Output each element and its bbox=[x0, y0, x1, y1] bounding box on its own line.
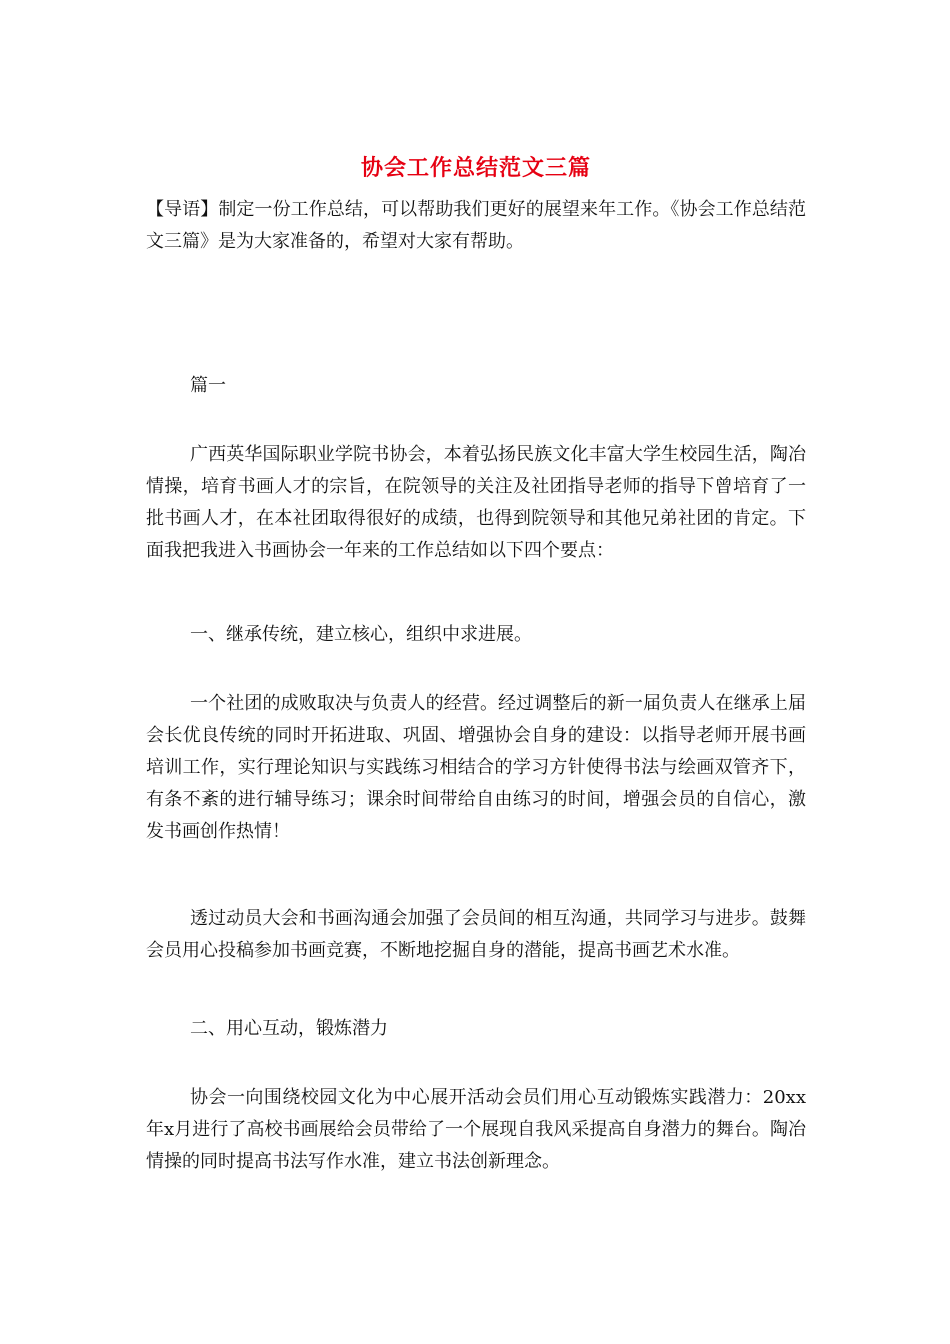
body-paragraph-1: 广西英华国际职业学院书协会，本着弘扬民族文化丰富大学生校园生活，陶冶情操，培育书画人才的宗旨，在院领导的关注及社团指导老师的指导下曾培育了一批书画人才，在本社团取得很好的成绩，也得到院领导和其他兄弟社团的肯定。下面我把我进入书画协会一年来的工作总结如以下四个要点： bbox=[146, 444, 806, 561]
intro-paragraph: 【导语】制定一份工作总结，可以帮助我们更好的展望来年工作。《协会工作总结范文三篇》是为大家准备的，希望对大家有帮助。 bbox=[146, 199, 806, 252]
document-title: 协会工作总结范文三篇 bbox=[360, 155, 591, 181]
body-paragraph-4: 协会一向围绕校园文化为中心展开活动会员们用心互动锻炼实践潜力：20xx年x月进行了高校书画展给会员带给了一个展现自我风采提高自身潜力的舞台。陶冶情操的同时提高书法写作水准，建立书法创新理念。 bbox=[146, 1087, 806, 1172]
body-paragraph-3: 透过动员大会和书画沟通会加强了会员间的相互沟通，共同学习与进步。鼓舞会员用心投稿参加书画竞赛，不断地挖掘自身的潜能，提高书画艺术水准。 bbox=[146, 908, 806, 961]
section-heading: 篇一 bbox=[190, 375, 226, 396]
subheading-1: 一、继承传统，建立核心，组织中求进展。 bbox=[190, 624, 532, 645]
subheading-2: 二、用心互动，锻炼潜力 bbox=[190, 1018, 388, 1039]
body-paragraph-2: 一个社团的成败取决与负责人的经营。经过调整后的新一届负责人在继承上届会长优良传统的同时开拓进取、巩固、增强协会自身的建设：以指导老师开展书画培训工作，实行理论知识与实践练习相结合的学习方针使得书法与绘画双管齐下，有条不紊的进行辅导练习；课余时间带给自由练习的时间，增强会员的自信心，激发书画创作热情！ bbox=[146, 693, 806, 842]
